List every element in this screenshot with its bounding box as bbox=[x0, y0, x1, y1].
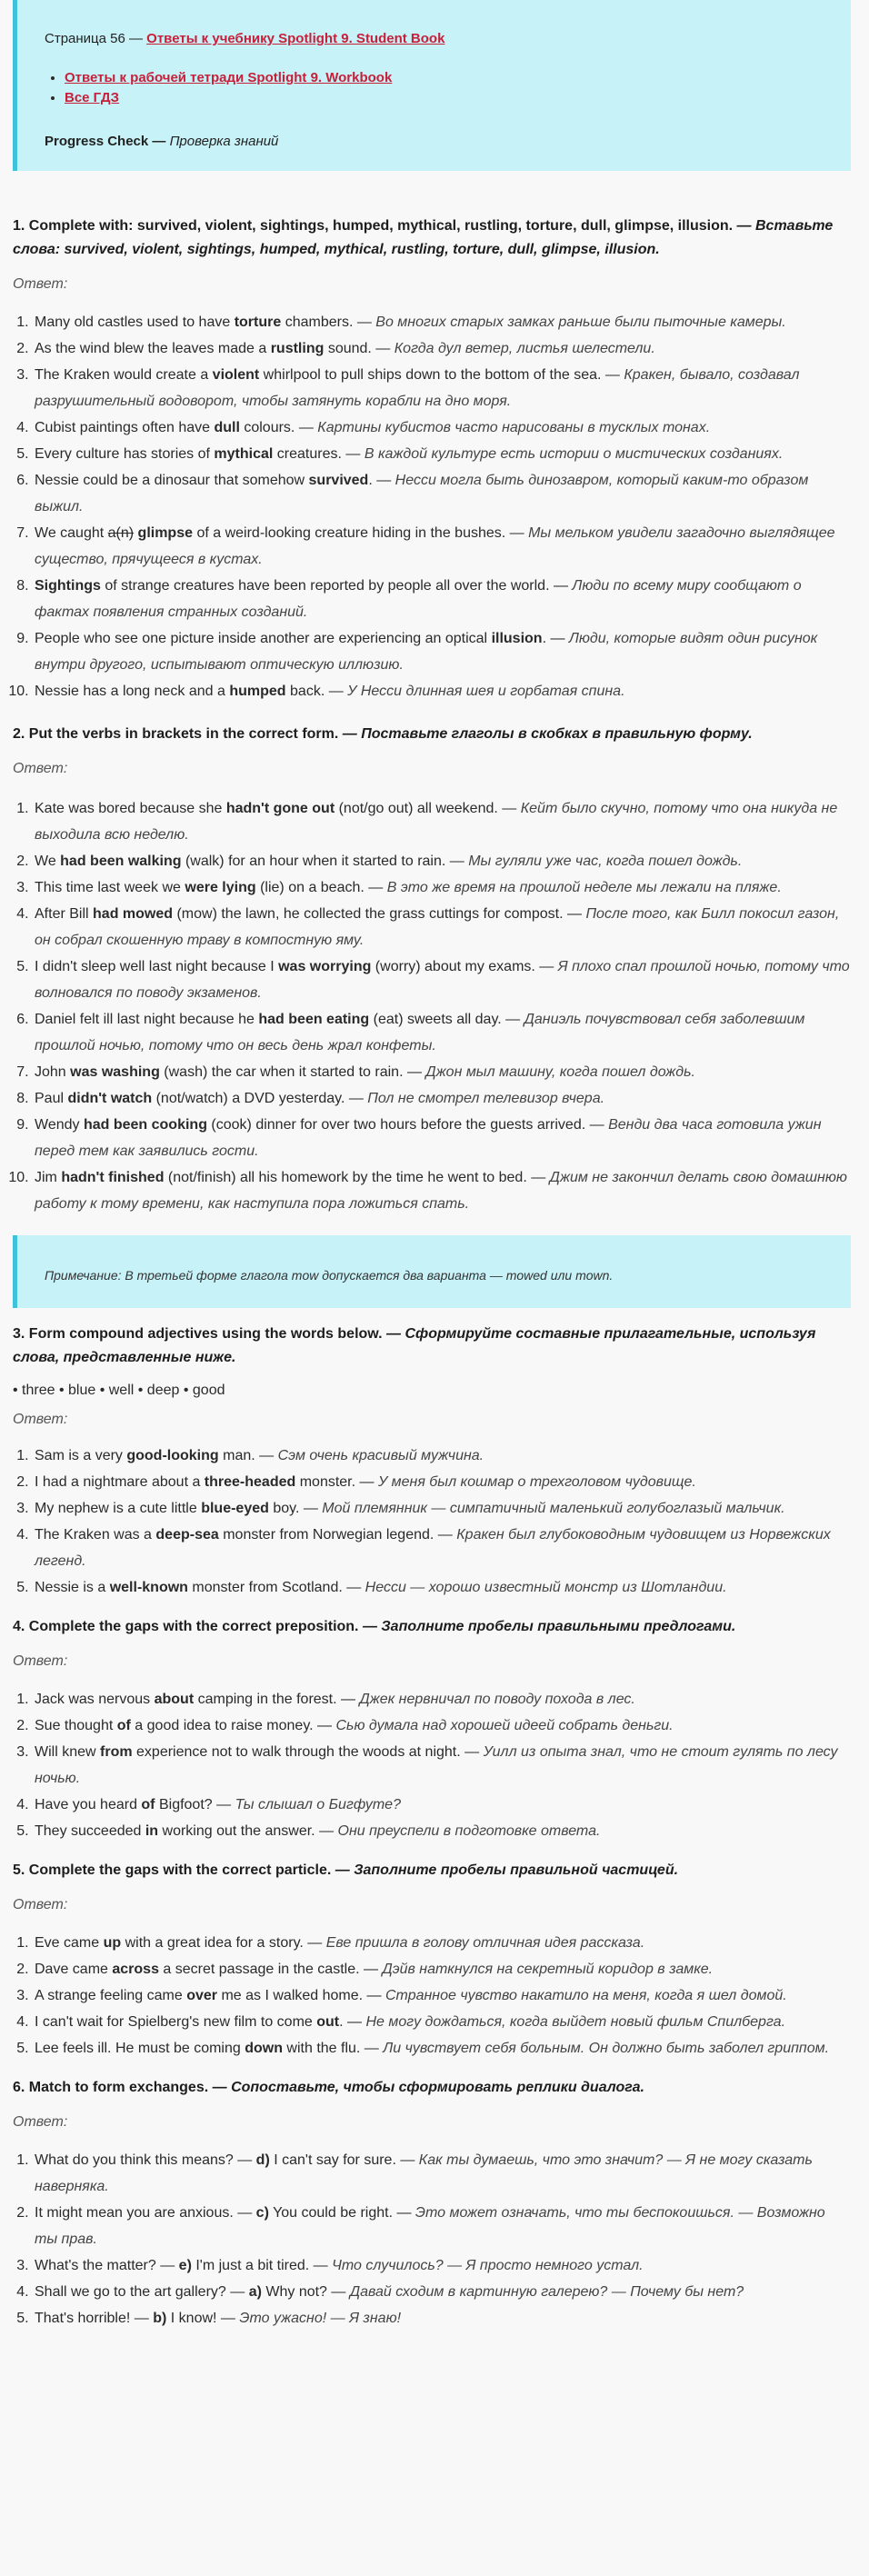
item-text: sound. — bbox=[324, 341, 395, 356]
translation: Мы мельком увидели загадочно выглядящее существо, прячущееся в кустах. bbox=[35, 525, 835, 567]
list-item bbox=[33, 1006, 851, 1059]
answer-word: out bbox=[316, 2014, 340, 2030]
translation: Венди два часа готовила ужин перед тем как заявились гости. bbox=[35, 1117, 822, 1159]
translation: Они преуспели в подготовке ответа. bbox=[337, 1823, 601, 1839]
answer-word: had been cooking bbox=[83, 1117, 207, 1133]
item-text: I can't say for sure. — bbox=[269, 2152, 419, 2168]
list-item bbox=[33, 2035, 851, 2062]
list-item bbox=[33, 573, 851, 625]
translation: В это же время на прошлой неделе мы лежали на пляже. bbox=[386, 880, 782, 895]
word-list: • three • blue • well • deep • good bbox=[13, 1383, 225, 1398]
item-text: Jim bbox=[35, 1170, 62, 1185]
section-1 bbox=[13, 215, 851, 704]
answer-word: down bbox=[245, 2041, 283, 2056]
answer-word: mythical bbox=[214, 446, 274, 462]
answer-word: well-known bbox=[109, 1580, 188, 1595]
translation: У меня был кошмар о трехголовом чудовище. bbox=[377, 1474, 696, 1490]
list-item bbox=[33, 625, 851, 678]
item-text: boy. — bbox=[268, 1501, 323, 1516]
page-prefix: Страница 56 — bbox=[45, 31, 147, 46]
note-box: Примечание: В третьей форме глагола mow допускается два варианта — mowed или mown. bbox=[13, 1235, 851, 1308]
translation: Картины кубистов часто нарисованы в тусклых тонах. bbox=[317, 420, 711, 435]
answer-word: didn't watch bbox=[67, 1091, 153, 1106]
translation: Джек нервничал по поводу похода в лес. bbox=[359, 1692, 635, 1707]
answer-list bbox=[13, 1443, 851, 1601]
item-text: monster from Scotland. — bbox=[187, 1580, 365, 1595]
section-4 bbox=[13, 1615, 851, 1844]
section-2 bbox=[13, 723, 851, 1217]
answer-word: good-looking bbox=[126, 1448, 219, 1463]
translation: Странное чувство накатило на меня, когда я шел домой. bbox=[385, 1988, 787, 2003]
item-text: Every culture has stories of bbox=[35, 446, 215, 462]
list-item bbox=[33, 1712, 851, 1739]
answer-word: hadn't finished bbox=[61, 1170, 165, 1185]
item-text: Eve came bbox=[35, 1935, 104, 1951]
translation: После того, как Билл покосил газон, он собрал скошенную траву в компостную яму. bbox=[35, 906, 840, 948]
item-text: a secret passage in the castle. — bbox=[158, 1962, 383, 1977]
answer-word: was washing bbox=[70, 1064, 160, 1080]
item-text: I didn't sleep well last night because I bbox=[35, 959, 279, 974]
list-item bbox=[33, 1686, 851, 1712]
list-item bbox=[65, 68, 836, 88]
translation: Люди по всему миру сообщают о фактах появления странных созданий. bbox=[35, 578, 802, 620]
list-item bbox=[33, 441, 851, 467]
list-item bbox=[33, 901, 851, 954]
answer-word: had mowed bbox=[93, 906, 174, 922]
progress-check-ru: Проверка знаний bbox=[169, 134, 279, 149]
answer-word: of bbox=[141, 1797, 155, 1812]
answer-word: was worrying bbox=[278, 959, 372, 974]
item-text: back. — bbox=[285, 684, 348, 699]
item-text: (worry) about my exams. — bbox=[371, 959, 558, 974]
list-item bbox=[33, 795, 851, 848]
item-text: The Kraken would create a bbox=[35, 367, 213, 383]
links-list bbox=[45, 68, 836, 108]
list-item bbox=[33, 1112, 851, 1164]
translation: Кейт было скучно, потому что она никуда не выходила всю неделю. bbox=[35, 801, 838, 843]
item-text: colours. — bbox=[239, 420, 318, 435]
list-item bbox=[33, 1956, 851, 1982]
list-item bbox=[33, 1930, 851, 1956]
answer-word: a) bbox=[248, 2284, 262, 2300]
answer-word: torture bbox=[234, 315, 282, 330]
header-box bbox=[13, 0, 851, 171]
translation: Кракен был глубоководным чудовищем из Норвежских легенд. bbox=[35, 1527, 831, 1569]
translation: Как ты думаешь, что это значит? — Я не могу сказать наверняка. bbox=[35, 2152, 813, 2194]
translation: У Несси длинная шея и горбатая спина. bbox=[347, 684, 625, 699]
list-item bbox=[33, 520, 851, 573]
item-text: It might mean you are anxious. — bbox=[35, 2205, 256, 2221]
item-text: Bigfoot? — bbox=[155, 1797, 235, 1812]
answer-word: survived bbox=[308, 473, 369, 488]
translation: Пол не смотрел телевизор вчера. bbox=[367, 1091, 605, 1106]
answer-word: blue-eyed bbox=[201, 1501, 269, 1516]
list-item bbox=[33, 678, 851, 704]
item-text: (wash) the car when it started to rain. — bbox=[159, 1064, 426, 1080]
item-text: A strange feeling came bbox=[35, 1988, 187, 2003]
item-text: whirlpool to pull ships down to the bottom of the sea. — bbox=[259, 367, 624, 383]
section-title-ru: — Поставьте глаголы в скобках в правильную форму. bbox=[342, 726, 753, 742]
translation: Уилл из опыта знал, что не стоит гулять по лесу ночью. bbox=[35, 1744, 838, 1786]
section-title bbox=[13, 1323, 851, 1370]
item-text: Sue thought bbox=[35, 1718, 117, 1733]
item-text: chambers. — bbox=[281, 315, 376, 330]
item-text: Will knew bbox=[35, 1744, 101, 1760]
answer-word: dull bbox=[214, 420, 240, 435]
list-item bbox=[33, 1982, 851, 2009]
item-text: Paul bbox=[35, 1091, 68, 1106]
list-item bbox=[33, 1085, 851, 1112]
answer-list bbox=[13, 795, 851, 1217]
section-title-en: 5. Complete the gaps with the correct particle. bbox=[13, 1862, 332, 1878]
list-item bbox=[33, 467, 851, 520]
translation: Во многих старых замках раньше были пыточные камеры. bbox=[375, 315, 786, 330]
item-text: We caught bbox=[35, 525, 108, 541]
translation: Что случилось? — Я просто немного устал. bbox=[332, 2258, 644, 2273]
all-gdz-link[interactable]: Все ГДЗ bbox=[65, 90, 120, 105]
item-text: Dave came bbox=[35, 1962, 113, 1977]
translation: Не могу дождаться, когда выйдет новый фильм Спилберга. bbox=[365, 2014, 786, 2030]
item-text: Cubist paintings often have bbox=[35, 420, 215, 435]
list-item bbox=[33, 414, 851, 441]
list-item bbox=[33, 1739, 851, 1792]
section-5 bbox=[13, 1859, 851, 2062]
item-text: After Bill bbox=[35, 906, 94, 922]
list-item bbox=[33, 2147, 851, 2200]
list-item bbox=[33, 335, 851, 362]
list-item bbox=[33, 1574, 851, 1601]
answer-label: Ответ: bbox=[13, 1897, 68, 1912]
section-title-en: 1. Complete with: survived, violent, sightings, humped, mythical, rustling, torture, dull, glimpse, illusion. bbox=[13, 218, 734, 234]
answer-word: had been eating bbox=[258, 1012, 370, 1027]
section-title-en: 3. Form compound adjectives using the words below. bbox=[13, 1326, 383, 1342]
answer-word: deep-sea bbox=[155, 1527, 219, 1543]
translation: Ли чувствует себя больным. Он должно быть заболел гриппом. bbox=[383, 2041, 830, 2056]
translation: Давай сходим в картинную галерею? — Почему бы нет? bbox=[349, 2284, 744, 2300]
item-text: I know! — bbox=[166, 2311, 240, 2326]
item-text: monster. — bbox=[295, 1474, 378, 1490]
translation: Еве пришла в голову отличная идея рассказа. bbox=[325, 1935, 645, 1951]
item-text: (lie) on a beach. — bbox=[255, 880, 387, 895]
item-text: Have you heard bbox=[35, 1797, 142, 1812]
list-item bbox=[33, 874, 851, 901]
item-text: (cook) dinner for over two hours before the guests arrived. — bbox=[206, 1117, 609, 1133]
section-3 bbox=[13, 1323, 851, 1601]
item-text: creatures. — bbox=[273, 446, 365, 462]
item-text: working out the answer. — bbox=[158, 1823, 338, 1839]
item-text: . — bbox=[339, 2014, 366, 2030]
answer-word: b) bbox=[153, 2311, 167, 2326]
strikethrough-text: a(n) bbox=[107, 525, 135, 541]
translation: Кракен, бывало, создавал разрушительный водоворот, чтобы затянуть корабли на дно моря. bbox=[35, 367, 800, 409]
translation: Я плохо спал прошлой ночью, потому что волновался по поводу экзаменов. bbox=[35, 959, 850, 1001]
item-text: We bbox=[35, 854, 61, 869]
answer-word: about bbox=[154, 1692, 195, 1707]
item-text: Wendy bbox=[35, 1117, 84, 1133]
answer-word: humped bbox=[229, 684, 286, 699]
answer-label: Ответ: bbox=[13, 1653, 68, 1669]
item-text: monster from Norwegian legend. — bbox=[218, 1527, 457, 1543]
answer-label: Ответ: bbox=[13, 276, 68, 292]
item-text: me as I walked home. — bbox=[217, 1988, 385, 2003]
item-text: People who see one picture inside another are experiencing an optical bbox=[35, 631, 492, 646]
item-text: They succeeded bbox=[35, 1823, 145, 1839]
item-text: (eat) sweets all day. — bbox=[369, 1012, 524, 1027]
answer-label: Ответ: bbox=[13, 1412, 68, 1427]
list-item bbox=[33, 1469, 851, 1495]
answer-word: rustling bbox=[270, 341, 325, 356]
translation: Это ужасно! — Я знаю! bbox=[239, 2311, 402, 2326]
item-text: Nessie has a long neck and a bbox=[35, 684, 230, 699]
list-item bbox=[33, 309, 851, 335]
answer-word: e) bbox=[178, 2258, 192, 2273]
item-text: Jack was nervous bbox=[35, 1692, 155, 1707]
answer-word: across bbox=[112, 1962, 159, 1977]
item-text: What's the matter? — bbox=[35, 2258, 179, 2273]
answer-word: Sightings bbox=[35, 578, 101, 594]
answer-label: Ответ: bbox=[13, 2114, 68, 2130]
answer-label: Ответ: bbox=[13, 761, 68, 776]
item-text: a good idea to raise money. — bbox=[130, 1718, 336, 1733]
item-text: Kate was bored because she bbox=[35, 801, 226, 816]
item-text: experience not to walk through the woods at night. — bbox=[132, 1744, 484, 1760]
list-item bbox=[33, 2279, 851, 2305]
answer-word: c) bbox=[255, 2205, 269, 2221]
translation: Джим не закончил делать свою домашнюю работу к тому времени, как наступила пора ложиться спать. bbox=[35, 1170, 847, 1212]
answer-word: were lying bbox=[185, 880, 256, 895]
item-text: I'm just a bit tired. — bbox=[191, 2258, 333, 2273]
translation: Несси — хорошо известный монстр из Шотландии. bbox=[365, 1580, 727, 1595]
list-item bbox=[33, 1443, 851, 1469]
item-text: What do you think this means? — bbox=[35, 2152, 256, 2168]
list-item bbox=[33, 1059, 851, 1085]
answer-word: hadn't gone out bbox=[225, 801, 335, 816]
item-text: (walk) for an hour when it started to rain. — bbox=[181, 854, 469, 869]
item-text: John bbox=[35, 1064, 71, 1080]
translation: Даниэль почувствовал себя заболевшим прошлой ночью, потому что он весь день жрал конфеты. bbox=[35, 1012, 805, 1053]
item-text: Daniel felt ill last night because he bbox=[35, 1012, 259, 1027]
item-text: The Kraken was a bbox=[35, 1527, 156, 1543]
progress-check bbox=[45, 134, 836, 149]
item-text: Nessie is a bbox=[35, 1580, 110, 1595]
translation: Несси могла быть динозавром, который каким-то образом выжил. bbox=[35, 473, 809, 514]
translation: В каждой культуре есть истории о мистических созданиях. bbox=[364, 446, 784, 462]
item-text: As the wind blew the leaves made a bbox=[35, 341, 271, 356]
content bbox=[13, 215, 851, 2331]
translation: Это может означать, что ты беспокоишься. — Возможно ты прав. bbox=[35, 2205, 825, 2247]
item-text: Lee feels ill. He must be coming bbox=[35, 2041, 245, 2056]
translation: Ты слышал о Бигфуте? bbox=[235, 1797, 401, 1812]
translation: Люди, которые видят один рисунок внутри другого, испытывают оптическую иллюзию. bbox=[35, 631, 818, 673]
progress-check-en: Progress Check — bbox=[45, 134, 170, 149]
item-text: Why not? — bbox=[261, 2284, 350, 2300]
item-text: Sam is a very bbox=[35, 1448, 127, 1463]
page-line bbox=[45, 31, 836, 46]
answer-list bbox=[13, 2147, 851, 2331]
translation: Джон мыл машину, когда пошел дождь. bbox=[425, 1064, 695, 1080]
translation: Сэм очень красивый мужчина. bbox=[277, 1448, 484, 1463]
list-item bbox=[33, 1164, 851, 1217]
item-text: (not/watch) a DVD yesterday. — bbox=[152, 1091, 368, 1106]
list-item bbox=[33, 2252, 851, 2279]
answer-word: glimpse bbox=[134, 525, 193, 541]
answer-list bbox=[13, 1930, 851, 2062]
list-item bbox=[33, 1495, 851, 1522]
answer-word: had been walking bbox=[60, 854, 182, 869]
translation: Мы гуляли уже час, когда пошел дождь. bbox=[468, 854, 743, 869]
list-item bbox=[65, 88, 836, 108]
section-6 bbox=[13, 2076, 851, 2331]
list-item bbox=[33, 954, 851, 1006]
section-title-en: 6. Match to form exchanges. bbox=[13, 2080, 209, 2095]
answer-word: illusion bbox=[491, 631, 543, 646]
section-title-en: 2. Put the verbs in brackets in the correct form. bbox=[13, 726, 339, 742]
answer-word: of bbox=[116, 1718, 131, 1733]
student-book-link[interactable]: Ответы к учебнику Spotlight 9. Student Book bbox=[146, 31, 445, 46]
section-title bbox=[13, 1859, 851, 1882]
section-title-ru: — Заполните пробелы правильной частицей. bbox=[335, 1862, 679, 1878]
workbook-link[interactable]: Ответы к рабочей тетради Spotlight 9. Workbook bbox=[65, 70, 393, 85]
item-text: Many old castles used to have bbox=[35, 315, 235, 330]
item-text: I had a nightmare about a bbox=[35, 1474, 205, 1490]
list-item bbox=[33, 2200, 851, 2252]
translation: Когда дул ветер, листья шелестели. bbox=[394, 341, 655, 356]
section-title-ru: — Заполните пробелы правильными предлогами. bbox=[362, 1619, 736, 1634]
answer-word: up bbox=[103, 1935, 122, 1951]
item-text: man. — bbox=[218, 1448, 278, 1463]
section-title-en: 4. Complete the gaps with the correct preposition. bbox=[13, 1619, 359, 1634]
item-text: You could be right. — bbox=[268, 2205, 415, 2221]
section-title bbox=[13, 215, 851, 262]
list-item bbox=[33, 848, 851, 874]
list-item bbox=[33, 1522, 851, 1574]
list-item bbox=[33, 2305, 851, 2331]
section-title bbox=[13, 723, 851, 746]
answer-list bbox=[13, 309, 851, 704]
item-text: I can't wait for Spielberg's new film to come bbox=[35, 2014, 317, 2030]
answer-word: from bbox=[100, 1744, 133, 1760]
item-text: This time last week we bbox=[35, 880, 185, 895]
answer-word: in bbox=[145, 1823, 159, 1839]
item-text: camping in the forest. — bbox=[194, 1692, 360, 1707]
item-text: My nephew is a cute little bbox=[35, 1501, 202, 1516]
list-item bbox=[33, 362, 851, 414]
item-text: . — bbox=[368, 473, 395, 488]
item-text: That's horrible! — bbox=[35, 2311, 154, 2326]
item-text: with the flu. — bbox=[282, 2041, 384, 2056]
section-title-ru: — Вставьте слова: survived, violent, sightings, humped, mythical, rustling, torture, dull, glimpse, illusion. bbox=[13, 218, 834, 257]
item-text: Shall we go to the art gallery? — bbox=[35, 2284, 249, 2300]
item-text: (not/finish) all his homework by the time he went to bed. — bbox=[164, 1170, 550, 1185]
item-text: (not/go out) all weekend. — bbox=[335, 801, 521, 816]
answer-word: three-headed bbox=[204, 1474, 296, 1490]
answer-list bbox=[13, 1686, 851, 1844]
translation: Сью думала над хорошей идеей собрать деньги. bbox=[335, 1718, 674, 1733]
answer-word: over bbox=[186, 1988, 218, 2003]
item-text: Nessie could be a dinosaur that somehow bbox=[35, 473, 309, 488]
section-title bbox=[13, 1615, 851, 1639]
item-text: (mow) the lawn, he collected the grass cuttings for compost. — bbox=[173, 906, 586, 922]
section-title-ru: — Сопоставьте, чтобы сформировать реплики диалога. bbox=[212, 2080, 644, 2095]
answer-word: d) bbox=[255, 2152, 270, 2168]
answer-word: violent bbox=[212, 367, 260, 383]
item-text: of strange creatures have been reported by people all over the world. — bbox=[100, 578, 573, 594]
translation: Мой племянник — симпатичный маленький голубоглазый мальчик. bbox=[322, 1501, 785, 1516]
list-item bbox=[33, 1818, 851, 1844]
item-text: . — bbox=[542, 631, 569, 646]
translation: Дэйв наткнулся на секретный коридор в замке. bbox=[382, 1962, 714, 1977]
list-item bbox=[33, 1792, 851, 1818]
section-title bbox=[13, 2076, 851, 2100]
list-item bbox=[33, 2009, 851, 2035]
item-text: with a great idea for a story. — bbox=[121, 1935, 326, 1951]
item-text: of a weird-looking creature hiding in the bushes. — bbox=[193, 525, 529, 541]
section-title-ru: — Сформируйте составные прилагательные, используя слова, представленные ниже. bbox=[13, 1326, 816, 1365]
